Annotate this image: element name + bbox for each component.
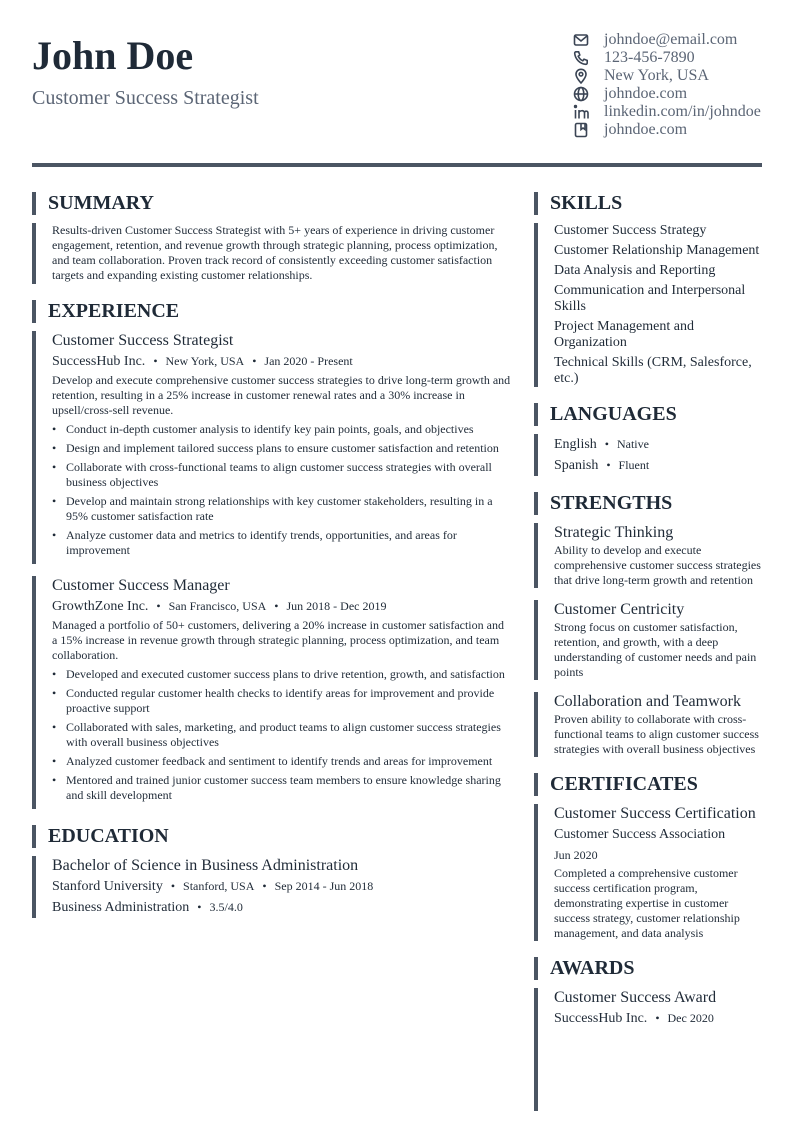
strengths-heading: STRENGTHS [534,492,762,515]
phone-icon [572,50,589,66]
languages-list [534,434,762,476]
strength-title: Strategic Thinking [554,524,674,541]
award-title: Customer Success Award [554,989,717,1006]
job-meta: SuccessHub Inc. • New York, USA • Jan 2020 - Present [52,354,353,369]
globe-icon [572,86,589,102]
job-entry [32,576,512,809]
job-entry [32,331,512,564]
header-divider [32,163,762,167]
skill-item: Customer Relationship Management [554,243,760,258]
contact-website-text: johndoe.com [604,85,688,102]
job-location: New York, USA [165,354,245,368]
summary-section [32,192,512,284]
job-bullet: • Analyze customer data and metrics to identify trends, opportunities, and areas for improvement [52,528,512,558]
education-entry [32,856,512,918]
contact-website[interactable] [572,85,772,103]
job-bullets [52,667,512,803]
certificate-date: Jun 2020 [554,848,598,862]
certificate-description: Completed a comprehensive customer success certification program, demonstrating expertise in customer success strategy, customer relationship management, and data analysis [554,866,740,940]
certificate-issuer: Customer Success Association [554,827,726,842]
contact-location [572,67,772,85]
language-item: English • Native [554,437,649,452]
job-dates: Jan 2020 - Present [264,354,353,368]
contact-list [572,31,772,139]
contact-phone[interactable] [572,49,772,67]
job-title: Customer Success Manager [52,577,230,594]
job-title: Customer Success Strategist [52,332,234,349]
bookmark-icon [572,122,589,138]
language-name: English [554,437,597,452]
certificates-section [534,773,762,941]
skill-item: Data Analysis and Reporting [554,263,716,278]
job-meta: GrowthZone Inc. • San Francisco, USA • Jun 2018 - Dec 2019 [52,599,387,614]
job-bullet: • Conduct in-depth customer analysis to identify key pain points, goals, and objectives [52,422,512,437]
strength-text: Strong focus on customer satisfaction, retention, and growth, with a deep understanding of customer needs and pain points [554,620,757,679]
languages-section [534,403,762,476]
job-bullets [52,422,512,558]
contact-location-text: New York, USA [604,67,709,84]
awards-section [534,957,762,1111]
candidate-name: John Doe [32,33,194,78]
job-company: SuccessHub Inc. [52,354,146,369]
contact-phone-text: 123-456-7890 [604,49,695,66]
field-of-study: Business Administration [52,900,190,915]
education-section [32,825,512,918]
strength-text: Proven ability to collaborate with cross-functional teams to align customer success strategies with overall business objectives [554,712,759,756]
certificates-heading: CERTIFICATES [534,773,762,796]
job-description: Managed a portfolio of 50+ customers, delivering a 20% increase in customer satisfaction and a 15% increase in revenue growth through strategic planning, process optimization, and team collaboration. [52,618,504,662]
skills-section [534,192,762,387]
job-bullet: • Design and implement tailored success plans to ensure customer satisfaction and retention [52,441,512,456]
skills-list [534,223,762,387]
resume-header [32,0,762,166]
skill-item: Project Management and Organization [554,319,694,350]
strengths-section [534,492,762,757]
strength-text: Ability to develop and execute comprehensive customer success strategies that drive long-term growth and retention [554,543,761,587]
language-name: Spanish [554,458,599,473]
language-level: Native [616,437,649,451]
certificate-entry [534,804,762,941]
job-description: Develop and execute comprehensive customer success strategies to drive long-term growth and retention, resulting in a 25% increase in customer renewal rates and a 30% increase in upsell/cross-sell revenue. [52,373,511,417]
award-date: Dec 2020 [667,1011,714,1025]
strength-title: Customer Centricity [554,601,685,618]
left-column [32,192,512,918]
award-meta: SuccessHub Inc. • Dec 2020 [554,1011,714,1026]
job-bullet: • Mentored and trained junior customer success team members to ensure knowledge sharing and skill development [52,773,512,803]
candidate-title: Customer Success Strategist [32,87,259,109]
job-company: GrowthZone Inc. [52,599,149,614]
skill-item: Technical Skills (CRM, Salesforce, etc.) [554,355,752,386]
location-pin-icon [572,68,589,84]
language-item: Spanish • Fluent [554,458,650,473]
job-bullet: • Collaborated with sales, marketing, and product teams to align customer success strategies with overall business objectives [52,720,512,750]
skill-item: Customer Success Strategy [554,223,707,238]
job-location: San Francisco, USA [168,599,267,613]
education-heading: EDUCATION [32,825,512,848]
gpa: 3.5/4.0 [209,900,243,914]
right-column [534,192,762,1111]
education-field-row: Business Administration • 3.5/4.0 [52,900,243,915]
experience-heading: EXPERIENCE [32,300,512,323]
contact-linkedin[interactable] [572,103,772,121]
education-meta: Stanford University • Stanford, USA • Sep 2014 - Jun 2018 [52,879,374,894]
email-icon [572,32,589,48]
languages-heading: LANGUAGES [534,403,762,426]
awards-heading: AWARDS [534,957,762,980]
job-bullet: • Develop and maintain strong relationships with key customer stakeholders, resulting in a 95% customer satisfaction rate [52,494,512,524]
experience-section [32,300,512,809]
job-bullet: • Analyzed customer feedback and sentiment to identify trends and areas for improvement [52,754,512,769]
job-bullet: • Developed and executed customer success plans to drive retention, growth, and satisfaction [52,667,512,682]
degree-title: Bachelor of Science in Business Administration [52,857,359,874]
certificate-title: Customer Success Certification [554,805,756,822]
summary-heading: SUMMARY [32,192,512,215]
job-dates: Jun 2018 - Dec 2019 [286,599,387,613]
resume-page [32,0,762,1026]
contact-linkedin-text: linkedin.com/in/johndoe [604,103,761,120]
school-location: Stanford, USA [183,879,255,893]
strength-entry [534,523,762,588]
contact-portfolio-text: johndoe.com [604,121,688,138]
strength-title: Collaboration and Teamwork [554,693,741,710]
education-dates: Sep 2014 - Jun 2018 [274,879,374,893]
contact-email-text: johndoe@email.com [604,31,738,48]
language-level: Fluent [618,458,650,472]
skills-heading: SKILLS [534,192,762,215]
strength-entry [534,600,762,680]
summary-text: Results-driven Customer Success Strategist with 5+ years of experience in driving customer engagement, retention, and revenue growth through strategic planning, process optimization, and team collaboration. Proven track record of consistently exceeding customer satisfaction targets and expanding existing customer relationships. [32,223,512,284]
award-issuer: SuccessHub Inc. [554,1011,648,1026]
skill-item: Communication and Interpersonal Skills [554,283,746,314]
strength-entry [534,692,762,757]
contact-email[interactable] [572,31,772,49]
linkedin-icon [572,104,589,120]
contact-portfolio[interactable] [572,121,772,139]
school-name: Stanford University [52,879,163,894]
award-entry [534,988,762,1111]
job-bullet: • Conducted regular customer health checks to identify areas for improvement and provide proactive support [52,686,512,716]
job-bullet: • Collaborate with cross-functional teams to align customer success strategies with overall business objectives [52,460,512,490]
